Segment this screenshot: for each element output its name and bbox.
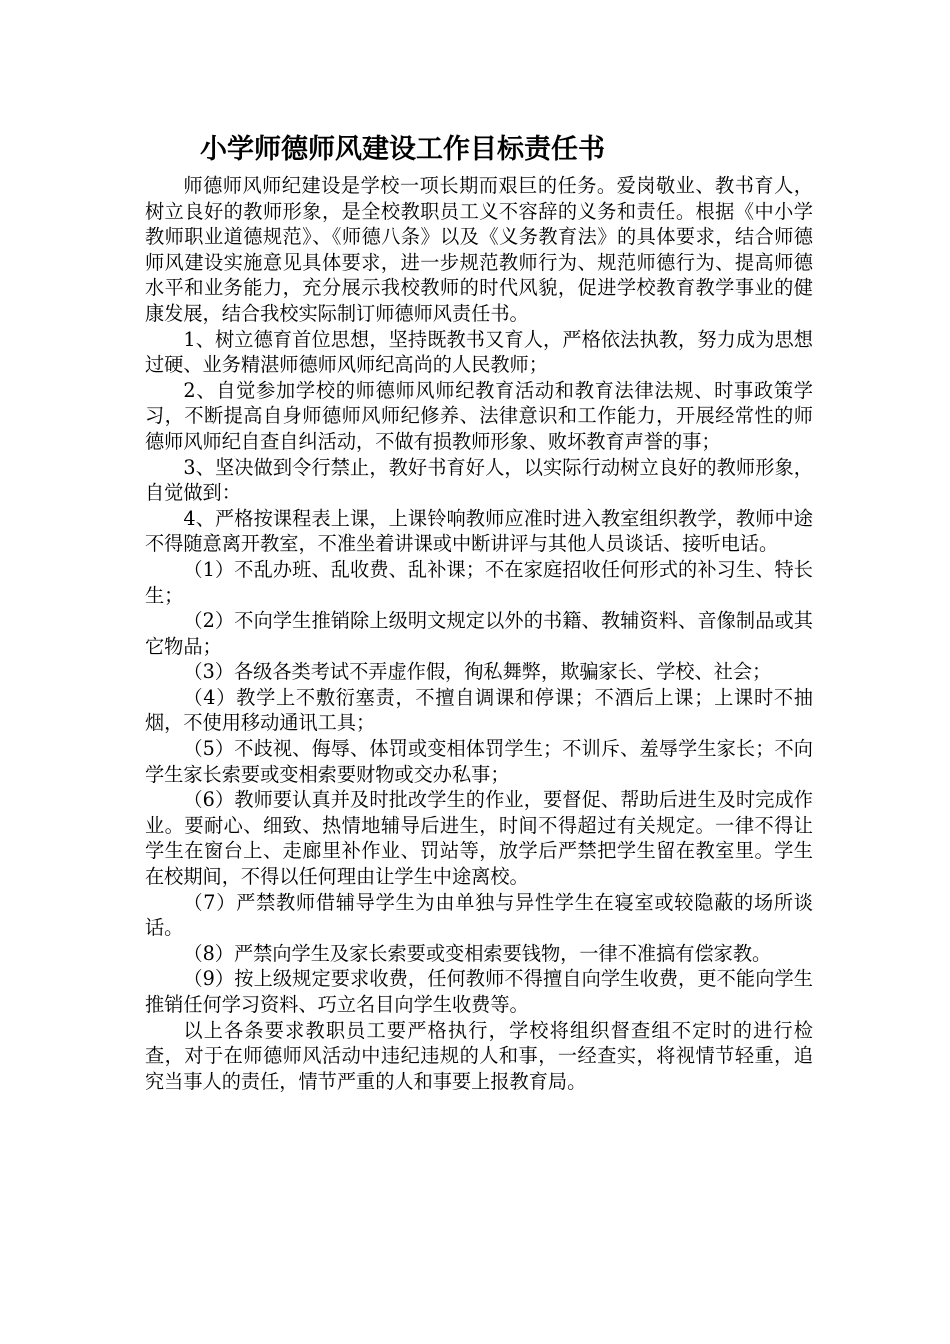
closing-paragraph: 以上各条要求教职员工要严格执行，学校将组织督查组不定时的进行检查，对于在师德师风活动中违纪违规的人和事，一经查实，将视情节轻重，追究当事人的责任，情节严重的人和事要上报教育局。 (145, 1018, 813, 1093)
document-body (145, 173, 813, 1094)
sub-item-4-paragraph: （4）教学上不敷衍塞责，不擅自调课和停课；不酒后上课；上课时不抽烟，不使用移动通讯工具； (145, 685, 813, 735)
item-3-paragraph: 3、坚决做到令行禁止，教好书育好人，以实际行动树立良好的教师形象，自觉做到： (145, 455, 813, 505)
document-title: 小学师德师风建设工作目标责任书 (200, 134, 605, 165)
sub-item-9-paragraph: （9）按上级规定要求收费，任何教师不得擅自向学生收费，更不能向学生推销任何学习资料、巧立名目向学生收费等。 (145, 967, 813, 1016)
sub-item-2-paragraph: （2）不向学生推销除上级明文规定以外的书籍、教辅资料、音像制品或其它物品； (145, 609, 813, 658)
item-1-paragraph: 1、树立德育首位思想，坚持既教书又育人，严格依法执教，努力成为思想过硬、业务精湛师德师风师纪高尚的人民教师； (145, 327, 813, 377)
item-2-paragraph: 2、自觉参加学校的师德师风师纪教育活动和教育法律法规、时事政策学习，不断提高自身师德师风师纪修养、法律意识和工作能力，开展经常性的师德师风师纪自查自纠活动，不做有损教师形象、败坏教育声誉的事； (145, 378, 813, 453)
sub-item-7-paragraph: （7）严禁教师借辅导学生为由单独与异性学生在寝室或较隐蔽的场所谈话。 (145, 890, 813, 940)
sub-item-3-paragraph: （3）各级各类考试不弄虚作假，徇私舞弊，欺骗家长、学校、社会； (183, 660, 772, 684)
sub-item-8-paragraph: （8）严禁向学生及家长索要或变相索要钱物，一律不准搞有偿家教。 (183, 941, 772, 965)
item-4-paragraph: 4、严格按课程表上课，上课铃响教师应准时进入教室组织教学，教师中途不得随意离开教室，不准坐着讲课或中断讲评与其他人员谈话、接听电话。 (145, 506, 813, 556)
sub-item-6-paragraph: （6）教师要认真并及时批改学生的作业，要督促、帮助后进生及时完成作业。要耐心、细致、热情地辅导后进生，时间不得超过有关规定。一律不得让学生在窗台上、走廊里补作业、罚站等，放学后严禁把学生留在教室里。学生在校期间，不得以任何理由让学生中途离校。 (145, 788, 813, 889)
sub-item-1-paragraph: （1）不乱办班、乱收费、乱补课；不在家庭招收任何形式的补习生、特长生； (145, 557, 813, 607)
intro-paragraph: 师德师风师纪建设是学校一项长期而艰巨的任务。爱岗敬业、教书育人，树立良好的教师形象，是全校教职员工义不容辞的义务和责任。根据《中小学教师职业道德规范》、《师德八条》以及《义务教育法》的具体要求，结合师德师风建设实施意见具体要求，进一步规范教师行为、规范师德行为、提高师德水平和业务能力，充分展示我校教师的时代风貌，促进学校教育教学事业的健康发展，结合我校实际制订师德师风责任书。 (145, 174, 813, 325)
sub-item-5-paragraph: （5）不歧视、侮辱、体罚或变相体罚学生；不训斥、羞辱学生家长；不向学生家长索要或变相索要财物或交办私事； (145, 737, 813, 786)
